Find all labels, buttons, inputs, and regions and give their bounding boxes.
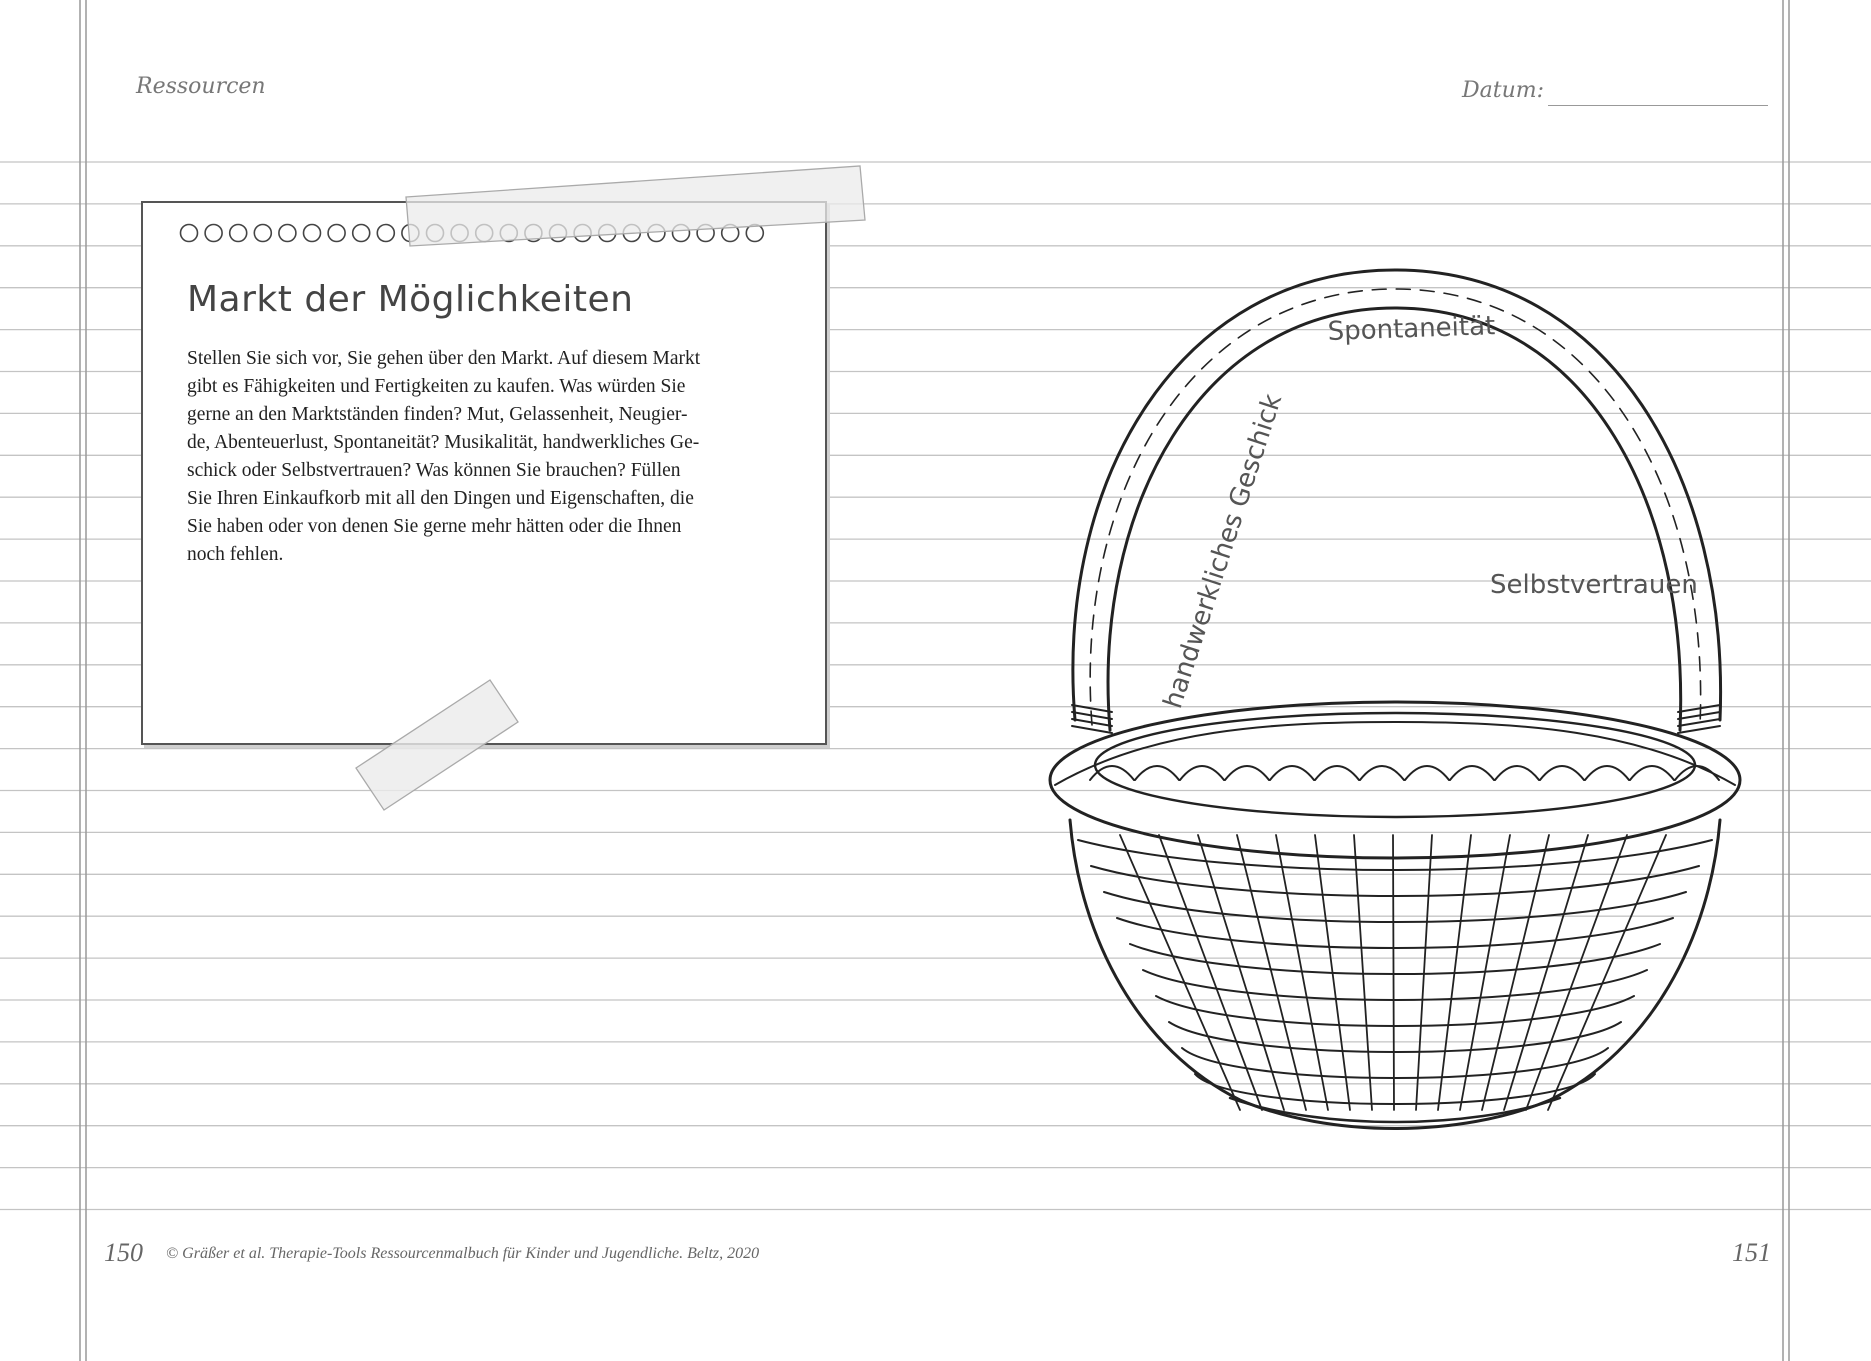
note-body-line: Sie haben oder von denen Sie gerne mehr hätten oder die Ihnen — [187, 516, 682, 537]
page-number-right: 151 — [1732, 1238, 1771, 1267]
note-title: Markt der Möglichkeiten — [187, 279, 634, 320]
handle-wrap — [1678, 726, 1720, 733]
basket-illustration — [1030, 260, 1760, 1140]
label-spontaneity: Spontaneität — [1327, 311, 1496, 347]
binding-hole — [427, 225, 444, 242]
braid-loop — [1270, 766, 1314, 780]
binding-hole — [377, 225, 394, 242]
section-title: Ressourcen — [136, 74, 266, 99]
note-body-line: gibt es Fähigkeiten und Fertigkeiten zu kaufen. Was würden Sie — [187, 376, 686, 397]
weave-stake — [1548, 835, 1666, 1110]
braid-loop — [1360, 766, 1404, 780]
handle-wrap — [1678, 712, 1720, 719]
binding-hole — [402, 225, 419, 242]
note-body-line: schick oder Selbstvertrauen? Was können Sie brauchen? Füllen — [187, 460, 681, 481]
basket-rim-inner — [1095, 713, 1695, 817]
binding-hole — [500, 225, 517, 242]
braid-loop — [1675, 766, 1719, 780]
binding-hole — [205, 225, 222, 242]
binding-hole — [451, 225, 468, 242]
braid-loop — [1540, 766, 1584, 780]
note-body-line: gerne an den Marktständen finden? Mut, Gelassenheit, Neugier- — [187, 404, 688, 425]
binding-hole — [623, 225, 640, 242]
weave-stake — [1393, 835, 1394, 1110]
binding-hole — [746, 225, 763, 242]
weave-stake — [1354, 835, 1372, 1110]
braid-loop — [1135, 766, 1179, 780]
note-body-line: Sie Ihren Einkaufkorb mit all den Dingen und Eigenschaften, die — [187, 488, 694, 509]
braid-loop — [1585, 766, 1629, 780]
page-number-left: 150 — [104, 1238, 143, 1267]
binding-hole — [599, 225, 616, 242]
binding-hole — [525, 225, 542, 242]
copyright-notice: © Gräßer et al. Therapie-Tools Ressourcenmalbuch für Kinder und Jugendliche. Beltz, 2020 — [166, 1245, 760, 1262]
binding-hole — [279, 225, 296, 242]
basket-base — [1230, 1098, 1560, 1122]
date-field-line[interactable] — [1548, 105, 1768, 106]
braid-loop — [1405, 766, 1449, 780]
date-label: Datum: — [1462, 78, 1545, 103]
binding-hole — [574, 225, 591, 242]
weave-stake — [1120, 835, 1240, 1110]
weave-row — [1078, 840, 1712, 870]
note-body-line: de, Abenteuerlust, Spontaneität? Musikalität, handwerkliches Ge- — [187, 432, 700, 453]
binding-hole — [328, 225, 345, 242]
binding-hole — [648, 225, 665, 242]
label-self-confidence: Selbstvertrauen — [1490, 570, 1698, 600]
binding-hole — [181, 225, 198, 242]
braid-loop — [1315, 766, 1359, 780]
handle-wrap — [1072, 705, 1112, 712]
weave-stake — [1526, 835, 1627, 1110]
binding-hole — [254, 225, 271, 242]
binding-hole — [697, 225, 714, 242]
braid-loop — [1630, 766, 1674, 780]
braid-loop — [1495, 766, 1539, 780]
binding-hole — [353, 225, 370, 242]
binding-hole — [550, 225, 567, 242]
handle-wrap — [1072, 726, 1112, 733]
note-body-line: noch fehlen. — [187, 544, 284, 565]
braid-loop — [1450, 766, 1494, 780]
label-craft-skill: handwerkliches Geschick — [1158, 390, 1289, 713]
braid-loop — [1225, 766, 1269, 780]
note-card — [141, 201, 827, 745]
note-body — [187, 345, 787, 569]
handle-wrap — [1678, 719, 1720, 726]
binding-hole — [673, 225, 690, 242]
binding-hole — [230, 225, 247, 242]
binding-hole — [304, 225, 321, 242]
note-body-line: Stellen Sie sich vor, Sie gehen über den Markt. Auf diesem Markt — [187, 348, 701, 369]
note-binding-holes — [143, 215, 825, 255]
weave-stake — [1416, 835, 1432, 1110]
basket-rim-outer — [1050, 702, 1740, 858]
handle-wrap — [1678, 705, 1720, 712]
binding-hole — [722, 225, 739, 242]
binding-hole — [476, 225, 493, 242]
braid-loop — [1180, 766, 1224, 780]
